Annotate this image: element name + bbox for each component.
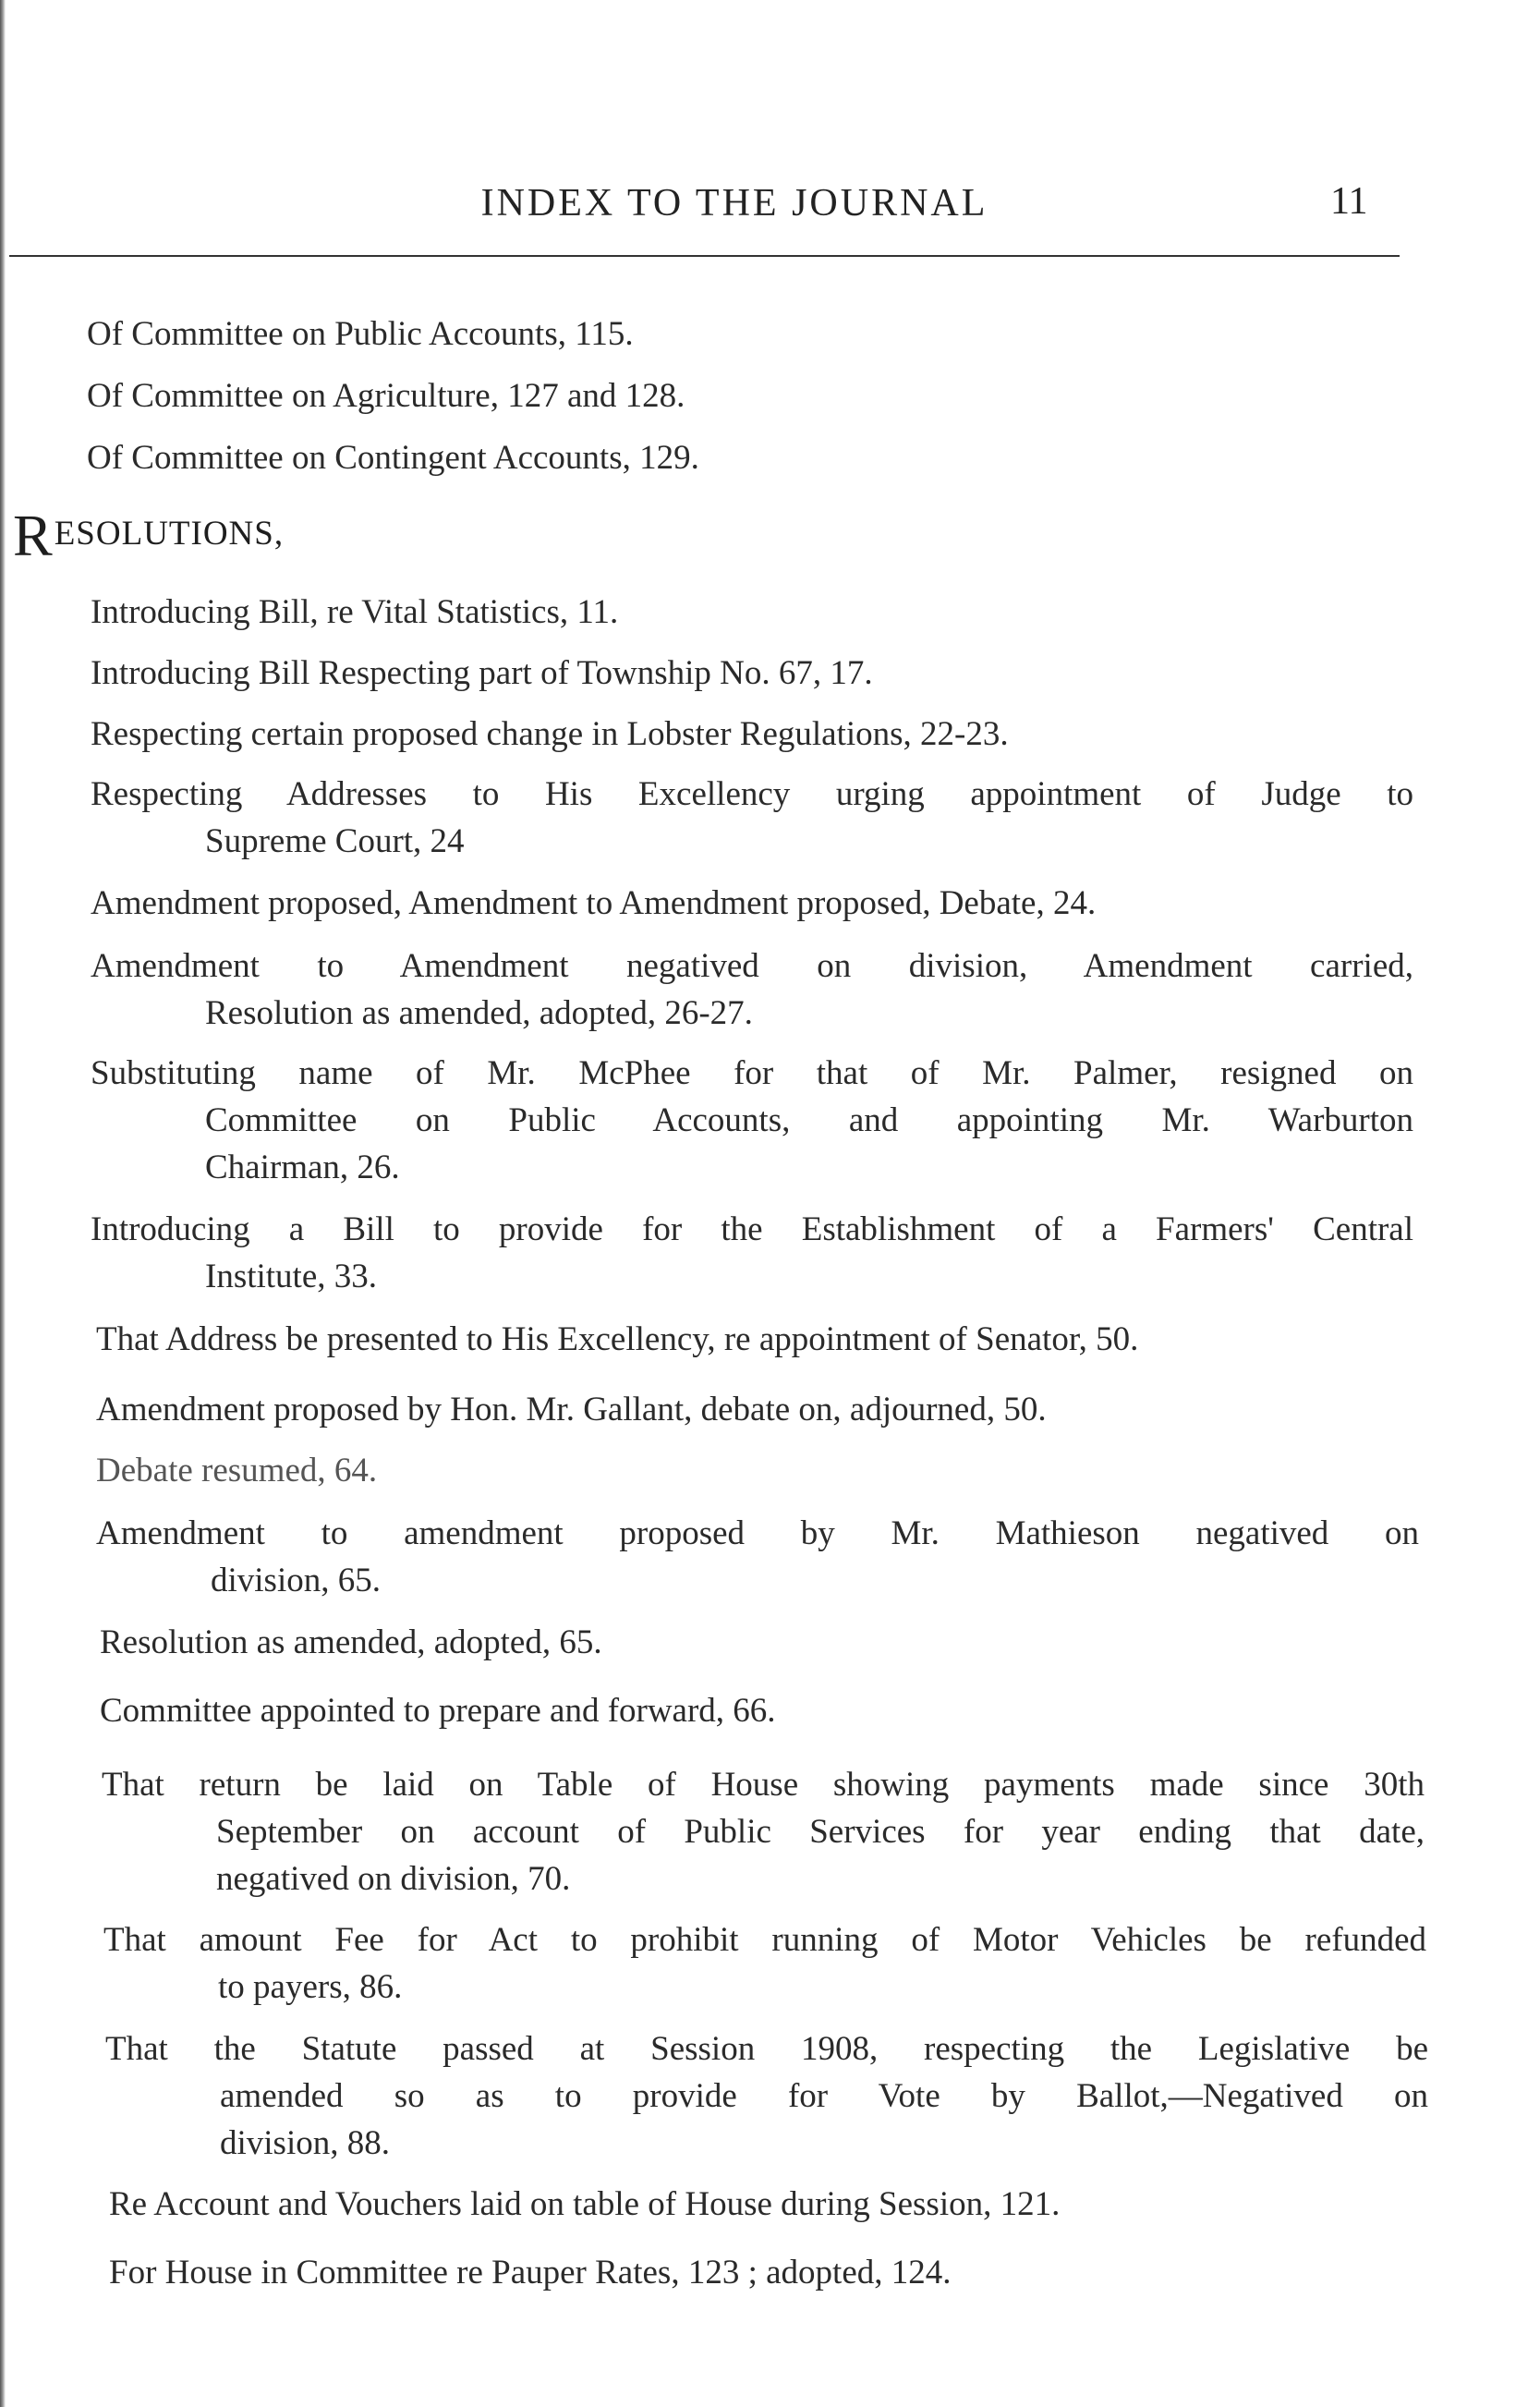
entry-line: Introducing Bill, re Vital Statistics, 11. [91, 593, 619, 631]
entry-line: division, 65. [211, 1562, 381, 1599]
page-number: 11 [1330, 180, 1368, 223]
index-entry [91, 771, 1413, 865]
index-entry [100, 1619, 602, 1666]
entry-line: Amendment proposed by Hon. Mr. Gallant, debate on, adjourned, 50. [96, 1391, 1047, 1428]
entry-line: Resolution as amended, adopted, 65. [100, 1623, 602, 1661]
index-entry [96, 1386, 1047, 1433]
entry-line: That amount Fee for Act to prohibit running of Motor Vehicles be refunded [103, 1921, 1426, 1959]
entry-line: amended so as to provide for Vote by Ballot,—Negatived on [220, 2077, 1428, 2115]
index-entry [87, 372, 685, 419]
entry-line: Introducing Bill Respecting part of Township No. 67, 17. [91, 654, 873, 692]
entry-line: Amendment to amendment proposed by Mr. Mathieson negatived on [96, 1514, 1419, 1552]
index-entry [96, 1447, 377, 1494]
index-entry [87, 434, 699, 481]
entry-line: That the Statute passed at Session 1908, respecting the Legislative be [105, 2030, 1428, 2068]
entry-line: That Address be presented to His Excellency, re appointment of Senator, 50. [96, 1320, 1139, 1358]
index-entry [91, 942, 1413, 1037]
index-entry [91, 650, 873, 697]
entry-line: Of Committee on Contingent Accounts, 129. [87, 439, 699, 477]
index-entry [87, 310, 634, 358]
entry-line: Committee appointed to prepare and forward, 66. [100, 1692, 776, 1730]
entry-line: Respecting certain proposed change in Lobster Regulations, 22-23. [91, 715, 1009, 753]
entry-line: Re Account and Vouchers laid on table of House during Session, 121. [109, 2185, 1061, 2223]
index-entry [105, 2025, 1428, 2167]
entry-line: Amendment to Amendment negatived on division, Amendment carried, [91, 947, 1413, 985]
index-entry [91, 880, 1096, 927]
index-entry [109, 2181, 1060, 2228]
header-rule [9, 255, 1400, 257]
entry-line: That return be laid on Table of House showing payments made since 30th [102, 1766, 1425, 1804]
entry-line: Institute, 33. [205, 1258, 378, 1295]
index-entry [91, 1050, 1413, 1191]
index-entry [102, 1761, 1425, 1903]
entry-line: Supreme Court, 24 [205, 822, 465, 860]
page-binding-edge [0, 0, 6, 2407]
section-heading-initial: R [13, 503, 54, 568]
entry-line: Substituting name of Mr. McPhee for that of Mr. Palmer, resigned on [91, 1054, 1413, 1092]
entry-line: September on account of Public Services for year ending that date, [216, 1813, 1425, 1851]
index-entry [91, 711, 1009, 758]
index-entry [96, 1316, 1138, 1363]
entry-line: to payers, 86. [218, 1968, 403, 2006]
entry-line: division, 88. [220, 2124, 390, 2162]
entry-line: Of Committee on Agriculture, 127 and 128. [87, 377, 685, 415]
entry-line: negatived on division, 70. [216, 1860, 571, 1898]
entry-line: Respecting Addresses to His Excellency urging appointment of Judge to [91, 775, 1413, 813]
index-entry [103, 1916, 1426, 2011]
index-entry [91, 1206, 1413, 1300]
index-entry [91, 589, 618, 636]
entry-line: Debate resumed, 64. [96, 1452, 378, 1489]
entry-line: Amendment proposed, Amendment to Amendment proposed, Debate, 24. [91, 884, 1097, 922]
entry-line: Chairman, 26. [205, 1149, 400, 1186]
index-entry [96, 1510, 1419, 1604]
entry-line: Resolution as amended, adopted, 26-27. [205, 994, 753, 1032]
index-entry [100, 1687, 776, 1734]
section-heading-text: ESOLUTIONS, [54, 515, 285, 553]
entry-line: For House in Committee re Pauper Rates, 123 ; adopted, 124. [109, 2254, 952, 2292]
index-entry [109, 2249, 952, 2296]
entry-line: Of Committee on Public Accounts, 115. [87, 315, 634, 353]
page-header-title: INDEX TO THE JOURNAL [480, 182, 988, 225]
entry-line: Committee on Public Accounts, and appointing Mr. Warburton [205, 1101, 1413, 1139]
section-heading [13, 503, 285, 568]
entry-line: Introducing a Bill to provide for the Establishment of a Farmers' Central [91, 1210, 1413, 1248]
